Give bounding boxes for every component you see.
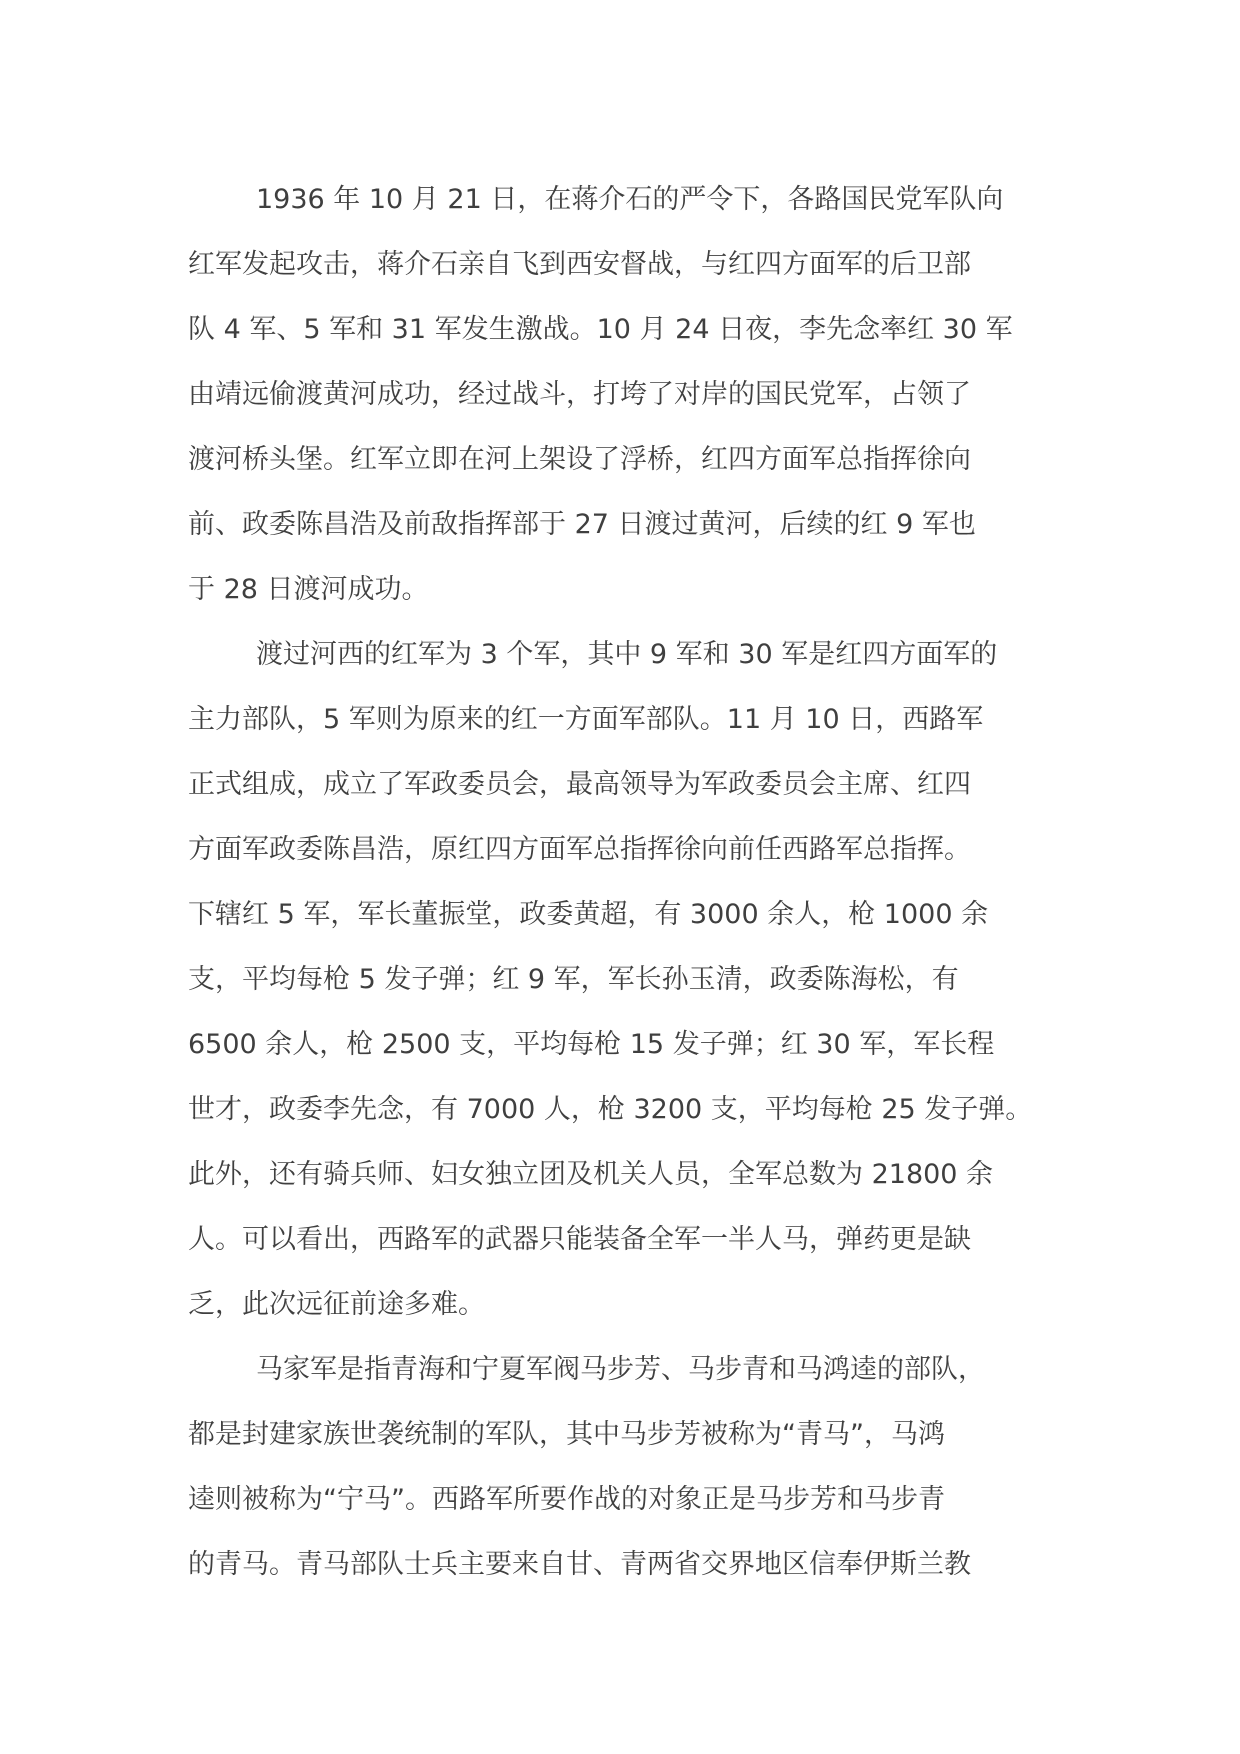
text-line: 红军发起攻击，蒋介石亲自飞到西安督战，与红四方面军的后卫部 <box>188 249 971 280</box>
text-line: 队 4 军、5 军和 31 军发生激战。10 月 24 日夜，李先念率红 30 军 <box>188 314 1013 345</box>
paragraph-1 <box>188 167 1088 622</box>
text-line: 主力部队，5 军则为原来的红一方面军部队。11 月 10 日，西路军 <box>188 704 984 735</box>
text-line: 人。可以看出，西路军的武器只能装备全军一半人马，弹药更是缺 <box>188 1224 971 1255</box>
text-line: 此外，还有骑兵师、妇女独立团及机关人员，全军总数为 21800 余 <box>188 1159 994 1190</box>
text-line: 逵则被称为“宁马”。西路军所要作战的对象正是马步芳和马步青 <box>188 1484 945 1515</box>
paragraph-2 <box>188 622 1088 1337</box>
text-line: 1936 年 10 月 21 日，在蒋介石的严令下，各路国民党军队向 <box>256 184 1004 215</box>
text-line: 世才，政委李先念，有 7000 人，枪 3200 支，平均每枪 25 发子弹。 <box>188 1094 1033 1125</box>
document-body <box>188 167 1088 1597</box>
text-line: 渡河桥头堡。红军立即在河上架设了浮桥，红四方面军总指挥徐向 <box>188 444 971 475</box>
text-line: 马家军是指青海和宁夏军阀马步芳、马步青和马鸿逵的部队， <box>256 1354 985 1385</box>
text-line: 渡过河西的红军为 3 个军，其中 9 军和 30 军是红四方面军的 <box>256 639 998 670</box>
text-line: 的青马。青马部队士兵主要来自甘、青两省交界地区信奉伊斯兰教 <box>188 1549 971 1580</box>
text-line: 前、政委陈昌浩及前敌指挥部于 27 日渡过黄河，后续的红 9 军也 <box>188 509 976 540</box>
text-line: 正式组成，成立了军政委员会，最高领导为军政委员会主席、红四 <box>188 769 971 800</box>
text-line: 方面军政委陈昌浩，原红四方面军总指挥徐向前任西路军总指挥。 <box>188 834 971 865</box>
text-line: 支，平均每枪 5 发子弹；红 9 军，军长孙玉清，政委陈海松，有 <box>188 964 959 995</box>
text-line: 下辖红 5 军，军长董振堂，政委黄超，有 3000 余人，枪 1000 余 <box>188 899 989 930</box>
text-line: 由靖远偷渡黄河成功，经过战斗，打垮了对岸的国民党军，占领了 <box>188 379 971 410</box>
text-line: 都是封建家族世袭统制的军队，其中马步芳被称为“青马”，马鸿 <box>188 1419 945 1450</box>
text-line: 于 28 日渡河成功。 <box>188 574 429 605</box>
paragraph-3 <box>188 1337 1088 1597</box>
text-line: 6500 余人，枪 2500 支，平均每枪 15 发子弹；红 30 军，军长程 <box>188 1029 995 1060</box>
text-line: 乏，此次远征前途多难。 <box>188 1289 485 1320</box>
